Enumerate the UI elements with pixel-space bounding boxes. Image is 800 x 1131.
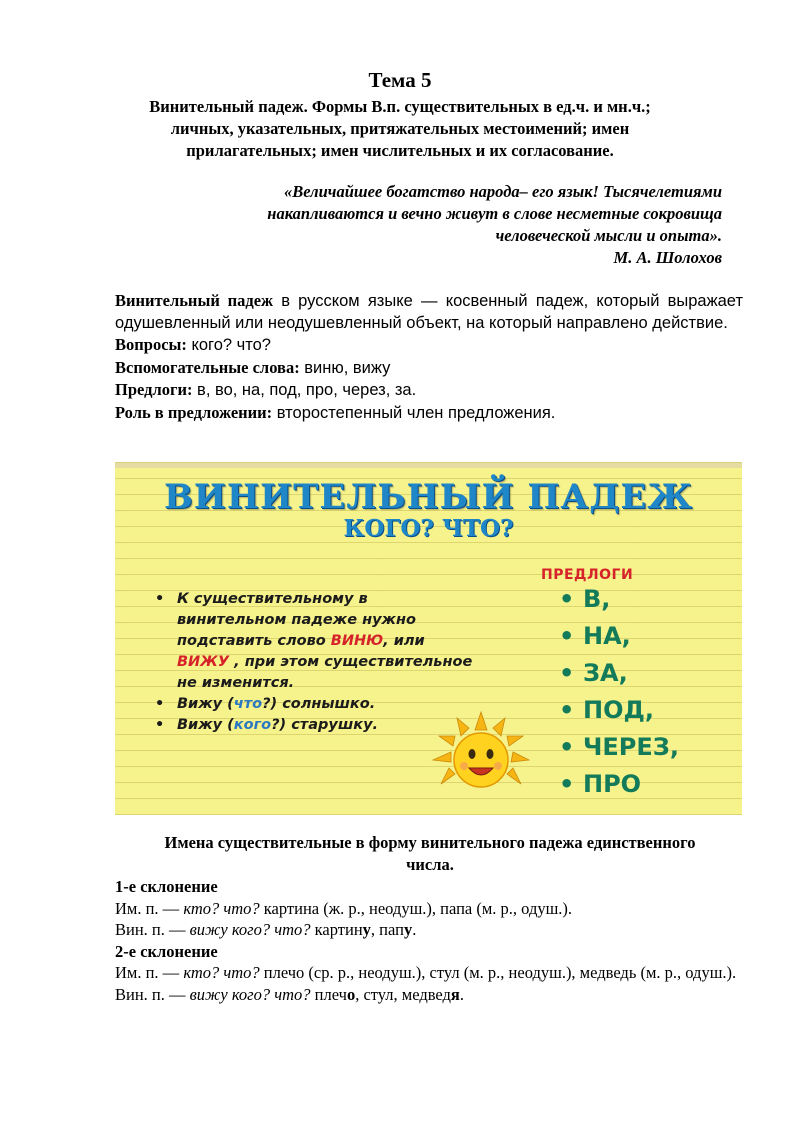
preposition-item: • НА, xyxy=(559,618,679,655)
accusative-poster xyxy=(115,462,742,815)
quote-line: человеческой мысли и опыта». xyxy=(495,226,722,245)
question-word: что xyxy=(233,696,263,712)
heading-line: личных, указательных, притяжательных местоимений; имен xyxy=(170,119,630,138)
heading-line: Винительный падеж. Формы В.п. существительных в ед.ч. и мн.ч.; xyxy=(149,97,651,116)
heading-line: прилагательных; имен числительных и их согласование. xyxy=(186,141,614,160)
fact-value: виню, вижу xyxy=(299,358,391,377)
prepositions-title: ПРЕДЛОГИ xyxy=(541,567,634,583)
section-title-line: числа. xyxy=(406,855,454,874)
declension-2-heading: 2-е склонение xyxy=(115,941,218,961)
ending: у xyxy=(362,920,371,939)
ending: у xyxy=(403,920,413,939)
topic-heading xyxy=(100,96,700,162)
fact-helper-words xyxy=(115,357,743,380)
epigraph-quote xyxy=(122,181,722,269)
definition-text: в русском языке — косвенный падеж, который выражает одушевленный или неодушевленный объект, на который направлено действие. xyxy=(115,292,743,332)
fact-questions xyxy=(115,334,743,357)
topic-number: Тема 5 xyxy=(368,68,432,92)
poster-subtitle: КОГО? ЧТО? xyxy=(343,515,514,542)
declension-1-accusative: Вин. п. — вижу кого? что? картину, папу. xyxy=(115,920,417,939)
keyword-vinyu: ВИНЮ xyxy=(330,633,384,649)
preposition-item: • ЗА, xyxy=(559,655,679,692)
definition-paragraph xyxy=(115,290,743,334)
quote-line: накапливаются и вечно живут в слове несметные сокровища xyxy=(267,204,722,223)
preposition-item: • ЧЕРЕЗ, xyxy=(559,729,679,766)
fact-value: кого? что? xyxy=(186,336,271,354)
fact-label: Предлоги: xyxy=(115,380,193,399)
fact-value: в, во, на, под, про, через, за. xyxy=(192,381,417,399)
fact-label: Вопросы: xyxy=(115,335,187,354)
smiling-sun-icon xyxy=(425,708,537,800)
declension-1-heading: 1-е склонение xyxy=(115,877,218,896)
fact-label: Вспомогательные слова: xyxy=(115,357,300,377)
question-word: кого xyxy=(233,717,272,733)
prepositions-list xyxy=(559,581,679,803)
declension-2-nominative: Им. п. — кто? что? плечо (ср. р., неодуш.), стул (м. р., неодуш.), медведь (м. р., одуш.). xyxy=(115,963,737,982)
ending: я xyxy=(450,984,460,1004)
section-title xyxy=(110,832,750,876)
declension-examples xyxy=(115,876,755,1005)
declension-2-accusative: Вин. п. — вижу кого? что? плечо, стул, медведя. xyxy=(115,984,464,1004)
poster-example: • Вижу (кого?) старушку. xyxy=(155,715,475,736)
fact-prepositions xyxy=(115,379,743,402)
preposition-item: • ПОД, xyxy=(559,692,679,729)
ending: о xyxy=(346,984,356,1004)
poster-rule: • К существительному в винительном падеже нужно подставить слово ВИНЮ, или ВИЖУ , при этом существительное не изменится. xyxy=(155,589,475,694)
poster-title: ВИНИТЕЛЬНЫЙ ПАДЕЖ xyxy=(164,477,693,517)
poster-example: • Вижу (что?) солнышко. xyxy=(155,694,475,715)
preposition-item: • ПРО xyxy=(559,766,679,803)
quote-author: М. А. Шолохов xyxy=(613,248,722,267)
section-title-line: Имена существительные в форму винительного падежа единственного xyxy=(164,833,696,852)
fact-role xyxy=(115,402,743,425)
preposition-item: • В, xyxy=(559,581,679,618)
fact-label: Роль в предложении: xyxy=(115,402,273,422)
declension-1-nominative: Им. п. — кто? что? картина (ж. р., неодуш.), папа (м. р., одуш.). xyxy=(115,898,573,918)
quote-line: «Величайшее богатство народа– его язык! Тысячелетиями xyxy=(283,182,722,201)
definition-term: Винительный падеж xyxy=(115,291,273,310)
definition-block xyxy=(115,290,743,424)
fact-value: второстепенный член предложения. xyxy=(272,403,556,422)
keyword-vizhu: ВИЖУ xyxy=(177,654,230,670)
